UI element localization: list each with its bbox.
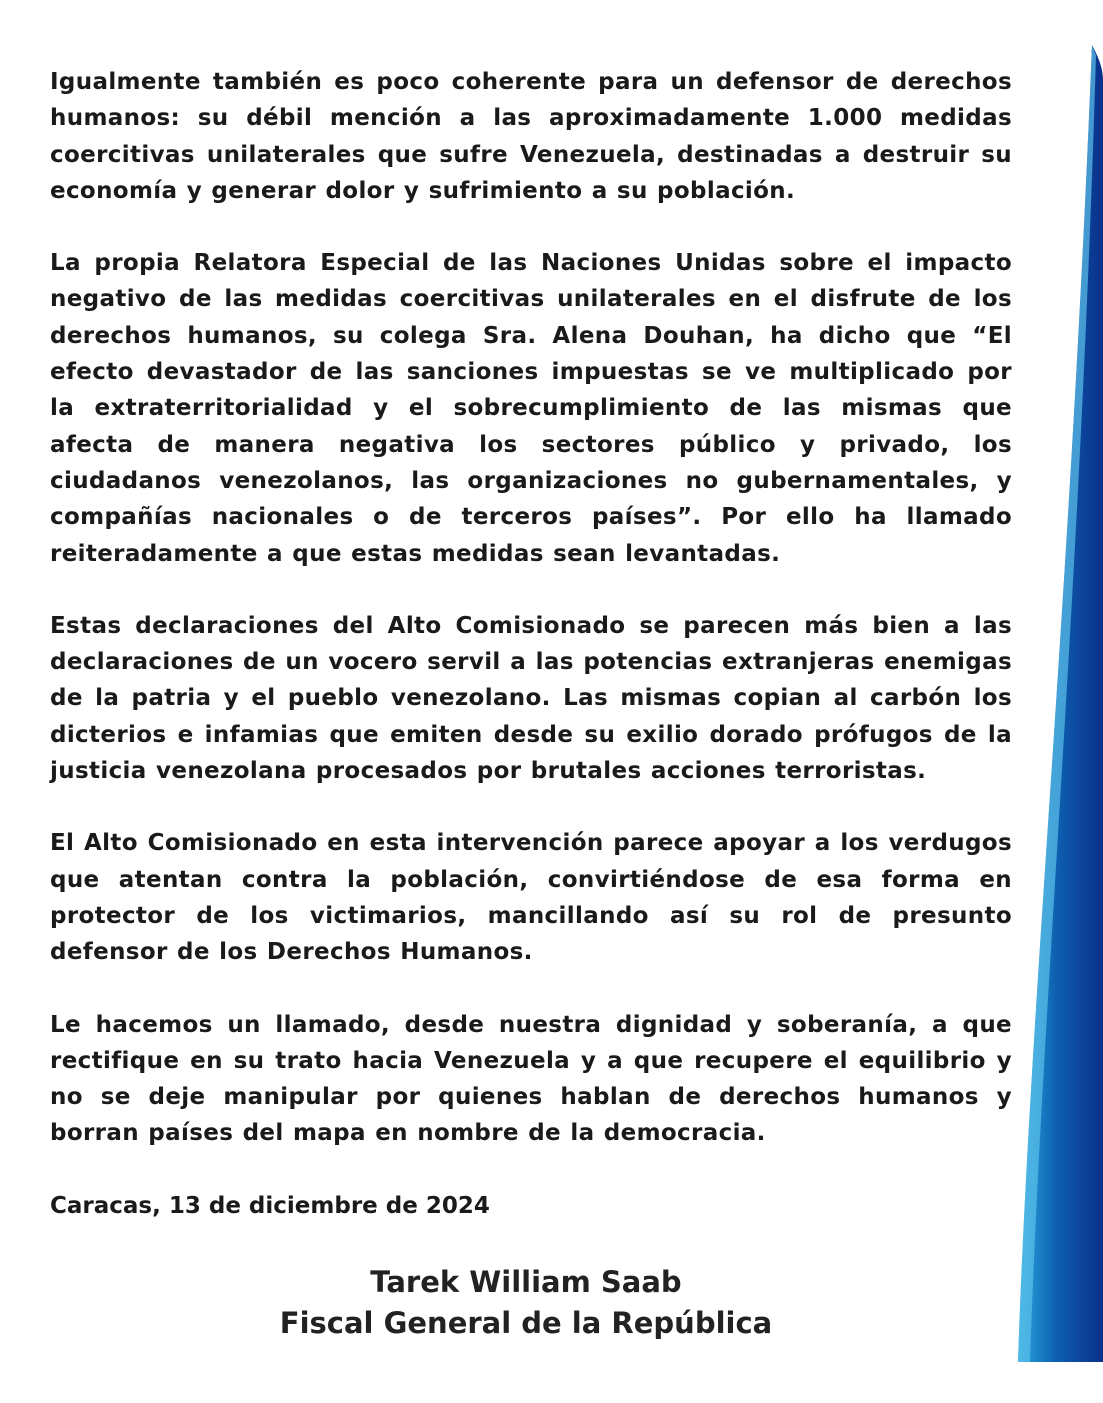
date-line: Caracas, 13 de diciembre de 2024 — [50, 1192, 490, 1219]
paragraph-4: El Alto Comisionado en esta intervención parece apoyar a los verdugos que atentan contra la población, convirtiéndose de esa forma en protector de los victimarios, mancillando así su rol de presunto defensor de los Derechos Humanos. — [50, 830, 1012, 966]
paragraph-1: Igualmente también es poco coherente para un defensor de derechos humanos: su débil mención a las aproximadamente 1.000 medidas coercitivas unilaterales que sufre Venezuela, destinadas a destruir su economía y generar dolor y sufrimiento a su población. — [50, 69, 1012, 204]
signature-block — [0, 1262, 1052, 1344]
paragraph-2: La propia Relatora Especial de las Naciones Unidas sobre el impacto negativo de las medidas coercitivas unilaterales en el disfrute de los derechos humanos, su colega Sra. Alena Douhan, ha dicho que “El efecto devastador de las sanciones impuestas se ve multiplicado por la extraterritorialidad y el sobrecumplimiento de las mismas que afecta de manera negativa los sectores público y privado, los ciudadanos venezolanos, las organizaciones no gubernamentales, y compañías nacionales o de terceros países”. Por ello ha llamado reiteradamente a que estas medidas sean levantadas. — [50, 250, 1012, 567]
signatory-title: Fiscal General de la República — [279, 1306, 773, 1340]
paragraph-5: Le hacemos un llamado, desde nuestra dignidad y soberanía, a que rectifique en su trato hacia Venezuela y a que recupere el equilibrio y no se deje manipular por quienes hablan de derechos humanos y borran países del mapa en nombre de la democracia. — [50, 1011, 1012, 1147]
paragraph-3: Estas declaraciones del Alto Comisionado se parecen más bien a las declaraciones de un vocero servil a las potencias extranjeras enemigas de la patria y el pueblo venezolano. Las mismas copian al carbón los dicterios e infamias que emiten desde su exilio dorado prófugos de la justicia venezolana procesados por brutales acciones terroristas. — [50, 612, 1012, 785]
signatory-name: Tarek William Saab — [370, 1265, 682, 1299]
letter-body — [50, 64, 1012, 1224]
